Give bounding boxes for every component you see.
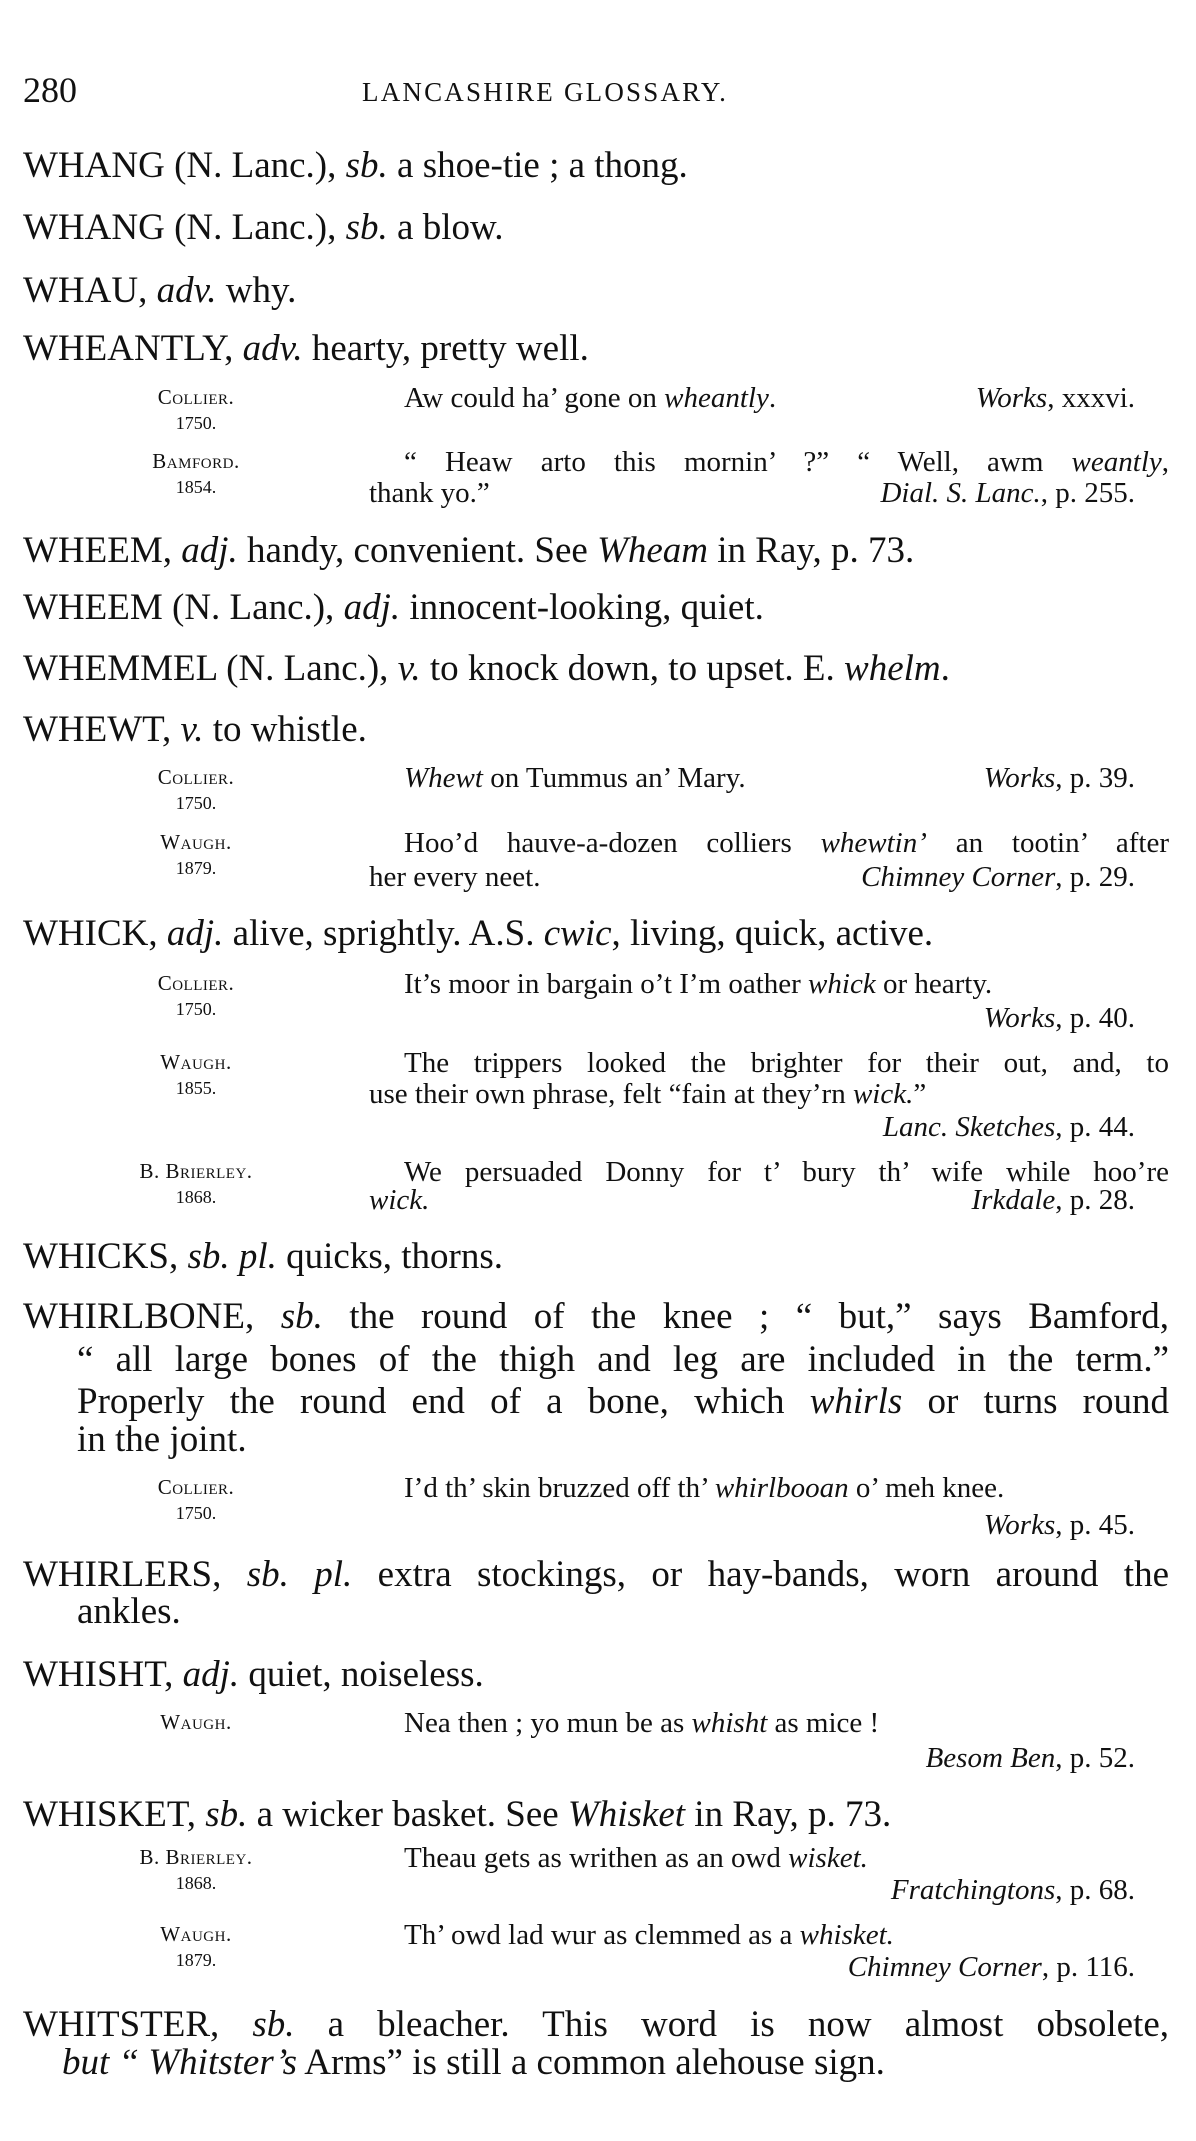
text-segment: .	[768, 382, 777, 414]
citation-source	[984, 762, 1135, 794]
line-content	[23, 1654, 484, 1695]
italic-segment: adj.	[182, 1654, 240, 1695]
italic-segment: v.	[397, 648, 421, 689]
quotation-line	[369, 1078, 1169, 1110]
citation-author: Collier.	[157, 971, 235, 995]
line-content	[23, 587, 764, 628]
citation-author: Waugh.	[160, 1710, 232, 1734]
citation-author: Collier.	[157, 1475, 235, 1499]
text-segment: thank yo.”	[369, 477, 490, 509]
citation-author: Waugh.	[160, 830, 232, 854]
quotation-text	[369, 861, 540, 893]
italic-segment: sb. pl.	[187, 1236, 277, 1277]
quotation-line	[369, 968, 1169, 1000]
text-segment: a shoe-tie ; a thong.	[387, 145, 688, 186]
italic-segment: adj.	[343, 587, 401, 628]
quotation-text	[369, 1184, 429, 1216]
citation-year: 1750.	[175, 999, 217, 1019]
text-segment: Aw could ha’ gone on	[404, 382, 665, 414]
headword: WHEWT	[23, 709, 163, 750]
text-segment: ,	[244, 1296, 281, 1337]
line-content	[23, 913, 933, 954]
text-segment: , p. 40.	[1055, 1002, 1135, 1034]
line-content	[77, 1591, 181, 1632]
quotation-line	[369, 1002, 1169, 1034]
quotation-text	[404, 1707, 879, 1739]
text-segment: Properly the round end of a bone, which	[77, 1381, 810, 1422]
text-segment: ,	[168, 1236, 188, 1277]
line-content	[23, 145, 688, 186]
quotation-text	[404, 1047, 1169, 1079]
text-segment: ,	[1161, 446, 1169, 478]
text-segment: a bleacher. This word is now almost obsolete,	[294, 2004, 1170, 2045]
citation-source	[883, 1111, 1135, 1143]
text-segment: ,	[210, 2004, 253, 2045]
text-segment: Theau gets as writhen as an owd	[404, 1842, 789, 1874]
citation-author: Waugh.	[160, 1050, 232, 1074]
text-segment: quiet, noiseless.	[239, 1654, 484, 1695]
text-segment: (N. Lanc.),	[164, 145, 346, 186]
line-content	[23, 648, 950, 689]
citation-year: 1868.	[175, 1187, 217, 1207]
text-segment: “ Heaw arto this mornin’ ?” “ Well, awm	[404, 446, 1072, 478]
citation-author: B. Brierley.	[139, 1845, 253, 1869]
quotation-line	[369, 1509, 1169, 1541]
italic-segment: sb.	[205, 1794, 248, 1835]
text-segment: ankles.	[77, 1591, 181, 1632]
quotation-line	[369, 446, 1169, 478]
definition-continuation	[62, 2043, 1169, 2083]
quotation-line	[369, 382, 1169, 414]
definition-continuation	[77, 1382, 1169, 1422]
text-segment: ,	[224, 328, 243, 369]
line-content	[23, 1296, 1169, 1337]
italic-segment: whelm	[844, 648, 941, 689]
italic-segment: sb.	[345, 145, 388, 186]
quotation-line	[369, 1184, 1169, 1216]
definition-continuation	[77, 1592, 1169, 1632]
quotation-text	[404, 382, 776, 414]
definition-line	[23, 146, 1169, 186]
text-segment: the round of the knee ; “ but,” says Bamford,	[322, 1296, 1169, 1337]
quotation-line	[369, 762, 1169, 794]
citation-year: 1854.	[175, 477, 217, 497]
quotation-text	[404, 968, 992, 1000]
definition-continuation	[77, 1340, 1169, 1380]
italic-segment: wick.	[369, 1184, 430, 1216]
text-segment: why.	[216, 270, 297, 311]
headword: WHANG	[23, 145, 165, 186]
text-segment: or hearty.	[875, 968, 993, 1000]
citation-author: Collier.	[157, 385, 235, 409]
italic-segment: Dial. S. Lanc.	[880, 477, 1041, 509]
citation-author: Waugh.	[160, 1922, 232, 1946]
text-segment: to knock down, to upset. E.	[420, 648, 845, 689]
definition-line	[23, 710, 1169, 750]
text-segment: Th’ owd lad wur as clemmed as a	[404, 1919, 800, 1951]
italic-segment: whirlbooan	[714, 1472, 849, 1504]
italic-segment: Irkdale	[971, 1184, 1056, 1216]
text-segment: , xxxvi.	[1047, 382, 1135, 414]
quotation-line	[369, 827, 1169, 859]
text-segment: ,	[162, 530, 182, 571]
text-segment: quicks, thorns.	[276, 1236, 503, 1277]
line-content	[23, 1554, 1169, 1595]
line-content	[23, 709, 367, 750]
text-segment: in the joint.	[77, 1419, 247, 1460]
quotation-text	[404, 1919, 894, 1951]
text-segment: or turns round	[902, 1381, 1169, 1422]
citation-source	[984, 1509, 1135, 1541]
quotation-text	[404, 446, 1169, 478]
quotation-text	[404, 1842, 868, 1874]
citation-year: 1868.	[175, 1873, 217, 1893]
italic-segment: wisket.	[788, 1842, 868, 1874]
italic-segment: weantly	[1071, 446, 1162, 478]
text-segment: (N. Lanc.),	[216, 648, 398, 689]
italic-segment: adv.	[156, 270, 217, 311]
line-content	[77, 1419, 247, 1460]
citation-source	[976, 382, 1135, 414]
citation-year: 1750.	[175, 1503, 217, 1523]
text-segment: , p. 68.	[1055, 1874, 1135, 1906]
text-segment: use their own phrase, felt “fain at they’rn	[369, 1078, 853, 1110]
quotation-line	[369, 1472, 1169, 1504]
definition-line	[23, 329, 1169, 369]
text-segment: , p. 52.	[1055, 1742, 1135, 1774]
quotation-line	[369, 1842, 1169, 1874]
italic-segment: but “ Whitster’s	[62, 2042, 298, 2083]
definition-line	[23, 914, 1169, 954]
text-segment: innocent-looking, quiet.	[400, 587, 764, 628]
italic-segment: sb.	[280, 1296, 323, 1337]
citation-year: 1855.	[175, 1078, 217, 1098]
text-segment: , p. 28.	[1055, 1184, 1135, 1216]
text-segment: , p. 45.	[1055, 1509, 1135, 1541]
text-segment: , p. 29.	[1055, 861, 1135, 893]
italic-segment: Works	[983, 762, 1056, 794]
definition-line	[23, 649, 1169, 689]
italic-segment: Fratchingtons	[890, 1874, 1056, 1906]
line-content	[77, 1381, 1169, 1422]
headword: WHISKET	[23, 1794, 187, 1835]
text-segment: I’d th’ skin bruzzed off th’	[404, 1472, 715, 1504]
quotation-line	[369, 1951, 1169, 1983]
text-segment: Arms” is still a common alehouse sign.	[297, 2042, 885, 2083]
headword: WHEEM	[23, 530, 163, 571]
citation-year: 1879.	[175, 858, 217, 878]
quotation-line	[369, 1047, 1169, 1079]
italic-segment: whisket.	[799, 1919, 894, 1951]
italic-segment: sb.	[345, 207, 388, 248]
text-segment: , living, quick, active.	[611, 913, 934, 954]
italic-segment: Works	[983, 1509, 1056, 1541]
text-segment: Nea then ; yo mun be as	[404, 1707, 692, 1739]
citation-source	[972, 1184, 1136, 1216]
italic-segment: whirls	[809, 1381, 903, 1422]
text-segment: ,	[162, 709, 181, 750]
text-segment: , p. 116.	[1041, 1951, 1135, 1983]
text-segment: extra stockings, or hay-bands, worn around the	[352, 1554, 1169, 1595]
headword: WHITSTER	[23, 2004, 211, 2045]
italic-segment: whewtin’	[820, 827, 927, 859]
text-segment: ,	[164, 1654, 183, 1695]
page-number: 280	[23, 70, 77, 110]
headword: WHANG	[23, 207, 165, 248]
line-content	[77, 1339, 1169, 1380]
line-content	[23, 328, 589, 369]
quotation-text	[369, 477, 490, 509]
italic-segment: Chimney Corner	[847, 1951, 1042, 1983]
line-content	[62, 2042, 885, 2083]
quotation-line	[369, 1874, 1169, 1906]
definition-line	[23, 1237, 1169, 1277]
citation-source	[926, 1742, 1135, 1774]
quotation-line	[369, 477, 1169, 509]
text-segment: handy, convenient. See	[237, 530, 598, 571]
text-segment: (N. Lanc.),	[162, 587, 344, 628]
line-content	[23, 1236, 503, 1277]
definition-line	[23, 2005, 1169, 2045]
headword: WHEMMEL	[23, 648, 217, 689]
italic-segment: Whewt	[404, 762, 483, 794]
italic-segment: v.	[180, 709, 204, 750]
citation-year: 1750.	[175, 413, 217, 433]
line-content	[23, 1794, 891, 1835]
definition-line	[23, 271, 1169, 311]
text-segment: to whistle.	[203, 709, 367, 750]
text-segment: ,	[148, 913, 167, 954]
text-segment: her every neet.	[369, 861, 541, 893]
text-segment: The trippers looked the brighter for their out, and, to	[404, 1047, 1169, 1079]
citation-year: 1750.	[175, 793, 217, 813]
headword: WHEANTLY	[23, 328, 225, 369]
quotation-line	[369, 861, 1169, 893]
line-content	[23, 207, 504, 248]
text-segment: a wicker basket. See	[247, 1794, 568, 1835]
headword: WHISHT	[23, 1654, 165, 1695]
running-title: LANCASHIRE GLOSSARY.	[362, 77, 729, 107]
text-segment: on Tummus an’ Mary.	[482, 762, 746, 794]
text-segment: in Ray, p. 73.	[708, 530, 915, 571]
italic-segment: Lanc. Sketches	[882, 1111, 1056, 1143]
definition-line	[23, 1555, 1169, 1595]
citation-year: 1879.	[175, 1950, 217, 1970]
quotation-line	[369, 1742, 1169, 1774]
definition-continuation	[77, 1420, 1169, 1460]
italic-segment: whisht	[691, 1707, 768, 1739]
italic-segment: Whisket	[567, 1794, 686, 1835]
italic-segment: wick.	[852, 1078, 914, 1110]
text-segment: We persuaded Donny for t’ bury th’ wife while hoo’re	[404, 1156, 1169, 1188]
headword: WHICKS	[23, 1236, 169, 1277]
text-segment: hearty, pretty well.	[302, 328, 589, 369]
quotation-line	[369, 1919, 1169, 1951]
italic-segment: adv.	[242, 328, 303, 369]
line-content	[23, 270, 296, 311]
italic-segment: Besom Ben	[925, 1742, 1056, 1774]
text-segment: ,	[138, 270, 157, 311]
italic-segment: Chimney Corner	[861, 861, 1056, 893]
headword: WHEEM	[23, 587, 163, 628]
italic-segment: Works	[975, 382, 1048, 414]
quotation-text	[369, 1078, 926, 1110]
citation-source	[880, 477, 1135, 509]
italic-segment: cwic	[543, 913, 612, 954]
quotation-text	[404, 762, 746, 794]
italic-segment: whick	[808, 968, 876, 1000]
quotation-line	[369, 1707, 1169, 1739]
italic-segment: adj.	[181, 530, 238, 571]
text-segment: “ all large bones of the thigh and leg are included in the term.”	[77, 1339, 1169, 1380]
text-segment: It’s moor in bargain o’t I’m oather	[404, 968, 809, 1000]
definition-line	[23, 531, 1169, 571]
text-segment: .	[940, 648, 950, 689]
text-segment: , p. 44.	[1055, 1111, 1135, 1143]
italic-segment: Wheam	[597, 530, 709, 571]
headword: WHAU	[23, 270, 139, 311]
line-content	[23, 2004, 1169, 2045]
headword: WHICK	[23, 913, 149, 954]
italic-segment: sb.	[252, 2004, 295, 2045]
text-segment: a blow.	[387, 207, 504, 248]
definition-line	[23, 208, 1169, 248]
quotation-line	[369, 1111, 1169, 1143]
quotation-text	[404, 1472, 1004, 1504]
italic-segment: Works	[983, 1002, 1056, 1034]
text-segment: ,	[212, 1554, 247, 1595]
citation-source	[848, 1951, 1135, 1983]
text-segment: , p. 255.	[1040, 477, 1135, 509]
text-segment: alive, sprightly. A.S.	[223, 913, 544, 954]
text-segment: o’ meh knee.	[848, 1472, 1005, 1504]
citation-source	[861, 861, 1135, 893]
text-segment: ”	[913, 1078, 927, 1110]
text-segment: an tootin’ after	[926, 827, 1169, 859]
citation-author: Bamford.	[152, 449, 240, 473]
definition-line	[23, 1655, 1169, 1695]
italic-segment: sb. pl.	[246, 1554, 353, 1595]
text-segment: in Ray, p. 73.	[685, 1794, 892, 1835]
italic-segment: wheantly	[664, 382, 769, 414]
citation-source	[984, 1002, 1135, 1034]
quotation-text	[404, 827, 1169, 859]
citation-author: Collier.	[157, 765, 235, 789]
citation-author: B. Brierley.	[139, 1159, 253, 1183]
definition-line	[23, 1795, 1169, 1835]
text-segment: ,	[186, 1794, 206, 1835]
definition-line	[23, 1297, 1169, 1337]
text-segment: Hoo’d hauve-a-dozen colliers	[404, 827, 821, 859]
headword: WHIRLBONE	[23, 1296, 245, 1337]
text-segment: as mice !	[767, 1707, 880, 1739]
headword: WHIRLERS	[23, 1554, 213, 1595]
text-segment: (N. Lanc.),	[164, 207, 346, 248]
definition-line	[23, 588, 1169, 628]
citation-source	[891, 1874, 1135, 1906]
text-segment: , p. 39.	[1055, 762, 1135, 794]
italic-segment: adj.	[166, 913, 224, 954]
line-content	[23, 530, 914, 571]
